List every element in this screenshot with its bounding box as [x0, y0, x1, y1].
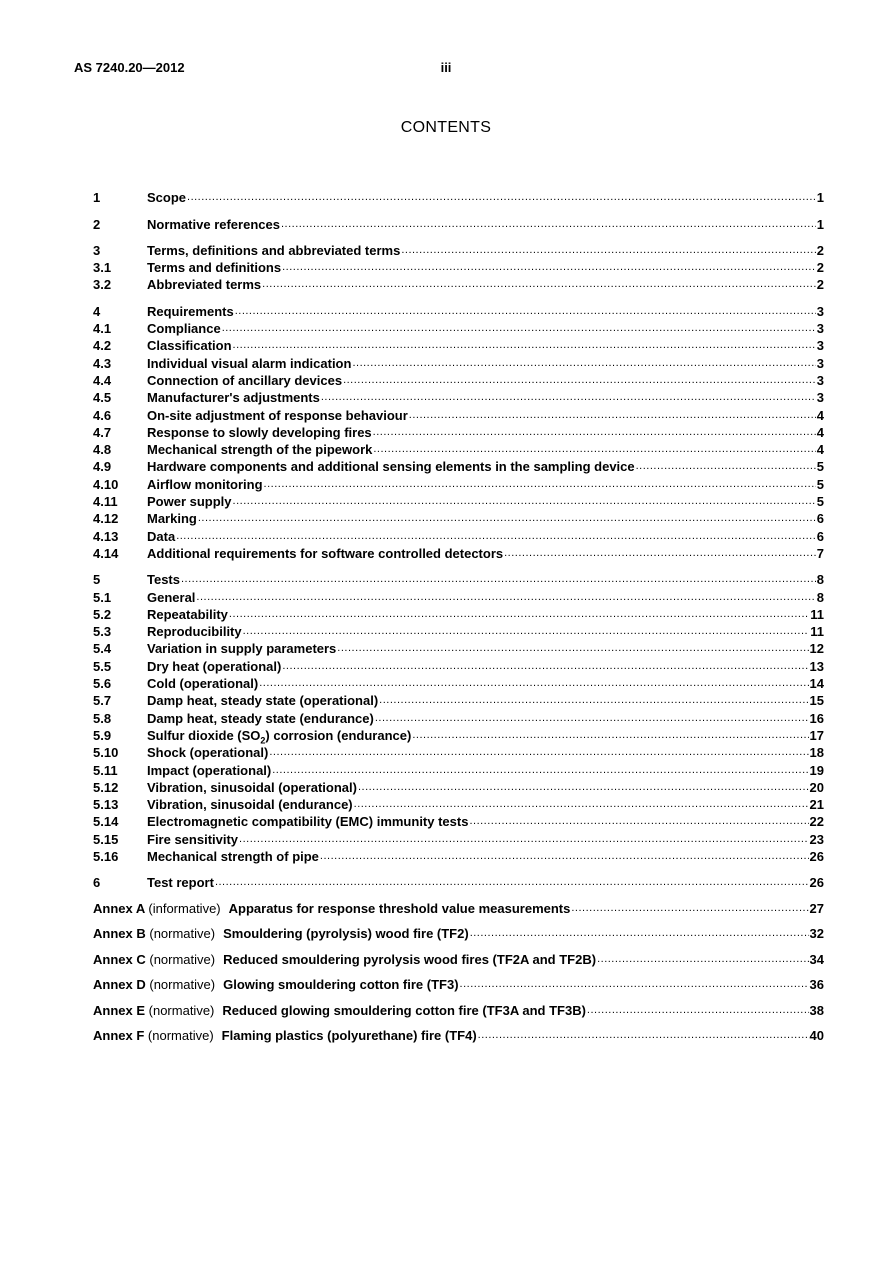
toc-entry[interactable] [93, 743, 824, 760]
toc-entry[interactable] [93, 526, 824, 543]
toc-entry-number: 5.8 [93, 710, 112, 726]
dot-leader [321, 390, 816, 405]
toc-entry[interactable] [93, 847, 824, 864]
toc-entry[interactable] [93, 509, 824, 526]
dot-leader [259, 676, 808, 691]
toc-entry-title [147, 624, 242, 639]
toc-entry-page: 4 [816, 442, 824, 458]
toc-entry-title-text: Damp heat, steady state (operational) [147, 693, 379, 709]
toc-entry-page: 22 [809, 814, 824, 830]
toc-entry[interactable] [93, 760, 824, 777]
toc-entry[interactable] [93, 353, 824, 370]
toc-entry-number: 4 [93, 303, 101, 319]
toc-entry[interactable] [93, 336, 824, 353]
toc-entry-title-text: Tests [147, 572, 180, 588]
toc-entry-title [147, 607, 228, 622]
toc-entry-title [147, 693, 378, 708]
toc-entry-page: 3 [816, 355, 824, 371]
toc-entry[interactable] [93, 492, 824, 509]
toc-entry[interactable] [93, 570, 824, 587]
toc-entry[interactable] [93, 656, 824, 673]
toc-entry-title [147, 356, 351, 371]
dot-leader [354, 797, 809, 812]
annex-type: (normative) [149, 951, 216, 967]
toc-annex-entry[interactable] [93, 899, 824, 916]
toc-entry-title-subscript: 2 [260, 735, 266, 746]
toc-entry-title [147, 641, 336, 656]
annex-label: Annex A [93, 900, 145, 916]
dot-leader [239, 832, 808, 847]
toc-entry[interactable] [93, 474, 824, 491]
toc-entry-page: 23 [809, 831, 824, 847]
toc-entry-title [147, 260, 281, 275]
toc-entry[interactable] [93, 812, 824, 829]
toc-annex-entry[interactable] [93, 1027, 824, 1044]
annex-page: 27 [809, 900, 824, 916]
toc-entry[interactable] [93, 544, 824, 561]
toc-entry-number: 6 [93, 875, 101, 891]
toc-entry-page: 17 [809, 727, 824, 743]
toc-entry[interactable] [93, 587, 824, 604]
toc-entry-number: 5.6 [93, 676, 112, 692]
toc-entry[interactable] [93, 423, 824, 440]
toc-entry-number: 5.3 [93, 624, 112, 640]
toc-entry-page: 6 [816, 528, 824, 544]
toc-entry-title-text: Compliance [147, 321, 221, 337]
toc-entry[interactable] [93, 795, 824, 812]
toc-entry-title [147, 797, 353, 812]
toc-entry-page: 1 [816, 216, 824, 232]
dot-leader [222, 321, 816, 336]
toc-entry[interactable] [93, 778, 824, 795]
dot-leader [469, 814, 808, 829]
toc-entry-number: 5.7 [93, 693, 112, 709]
toc-entry-title-text: General [147, 589, 196, 605]
toc-entry-page: 3 [816, 372, 824, 388]
toc-entry-number: 4.1 [93, 321, 112, 337]
toc-entry-title [147, 477, 263, 492]
annex-page: 40 [809, 1028, 824, 1044]
toc-entry-title [147, 494, 232, 509]
toc-entry-title [147, 711, 374, 726]
toc-entry-title-text: Scope [147, 190, 187, 206]
toc-entry-number: 2 [93, 216, 101, 232]
toc-entry-title [147, 321, 221, 336]
toc-entry-title [147, 511, 197, 526]
dot-leader [401, 243, 815, 258]
dot-leader [478, 1028, 809, 1043]
toc-entry-page: 7 [816, 545, 824, 561]
toc-entry-number: 5 [93, 572, 101, 588]
toc-entry-title [147, 763, 271, 778]
toc-entry-title [147, 304, 234, 319]
toc-entry-title-text: Repeatability [147, 606, 228, 622]
annex-page: 34 [809, 951, 824, 967]
toc-entry-title-text: Response to slowly developing fires [147, 424, 372, 440]
toc-entry-page: 3 [816, 338, 824, 354]
toc-entry-title-text: Cold (operational) [147, 676, 259, 692]
toc-entry-number: 5.12 [93, 779, 119, 795]
toc-entry-title [147, 849, 319, 864]
dot-leader [504, 546, 816, 561]
toc-entry-title-text-after: ) corrosion (endurance) [265, 727, 412, 743]
annex-type: (normative) [148, 1002, 215, 1018]
page-number: iii [440, 60, 452, 75]
toc-entry-number: 4.4 [93, 372, 112, 388]
dot-leader [196, 590, 815, 605]
dot-leader [460, 977, 809, 992]
toc-entry[interactable] [93, 622, 824, 639]
toc-entry-title-text: Fire sensitivity [147, 831, 239, 847]
annex-title: Smouldering (pyrolysis) wood fire (TF2) [223, 926, 469, 942]
toc-entry-page: 20 [809, 779, 824, 795]
dot-leader [243, 624, 810, 639]
toc-entry-title [147, 390, 320, 405]
toc-entry-page: 26 [809, 848, 824, 864]
toc-entry-title-text: Electromagnetic compatibility (EMC) immunity tests [147, 814, 469, 830]
annex-title: Reduced glowing smouldering cotton fire (TF3A and TF3B) [222, 1002, 586, 1018]
toc-entry-title-text: Vibration, sinusoidal (operational) [147, 779, 357, 795]
toc-entry[interactable] [93, 258, 824, 275]
toc-entry-number: 4.9 [93, 459, 112, 475]
toc-entry-page: 13 [809, 658, 824, 674]
dot-leader [233, 494, 816, 509]
toc-annex-entry[interactable] [93, 950, 824, 967]
toc-entry[interactable] [93, 388, 824, 405]
dot-leader [343, 373, 816, 388]
annex-heading [93, 901, 570, 916]
toc-entry-title-text: Requirements [147, 303, 234, 319]
toc-entry-title-text: Additional requirements for software controlled detectors [147, 545, 504, 561]
toc-entry-number: 5.5 [93, 658, 112, 674]
dot-leader [409, 408, 816, 423]
toc-entry-title [147, 659, 281, 674]
table-of-contents [93, 188, 824, 1043]
annex-label: Annex E [93, 1002, 146, 1018]
dot-leader [587, 1003, 809, 1018]
toc-entry[interactable] [93, 405, 824, 422]
toc-entry-title-text: On-site adjustment of response behaviour [147, 407, 408, 423]
toc-entry-title [147, 814, 468, 829]
toc-entry-title-text: Reproducibility [147, 624, 242, 640]
toc-entry-title-text: Hardware components and additional sensing elements in the sampling device [147, 459, 635, 475]
annex-heading [93, 926, 469, 941]
document-id: AS 7240.20—2012 [74, 60, 185, 75]
toc-entry-title [147, 529, 175, 544]
toc-entry-number: 4.13 [93, 528, 119, 544]
toc-entry-number: 5.9 [93, 727, 112, 743]
toc-entry[interactable] [93, 188, 824, 205]
dot-leader [181, 572, 816, 587]
toc-entry-title-text: Damp heat, steady state (endurance) [147, 710, 374, 726]
toc-entry-title-text: Normative references [147, 216, 280, 232]
toc-entry-title [147, 590, 195, 605]
toc-entry[interactable] [93, 214, 824, 231]
toc-entry-page: 26 [809, 875, 824, 891]
toc-entry-title [147, 217, 280, 232]
toc-entry-title [147, 190, 186, 205]
annex-type: (normative) [149, 926, 216, 942]
toc-entry-number: 4.11 [93, 494, 118, 510]
annex-title: Flaming plastics (polyurethane) fire (TF4) [221, 1028, 477, 1044]
toc-entry-number: 4.14 [93, 545, 119, 561]
dot-leader [337, 641, 808, 656]
toc-entry-number: 5.13 [93, 797, 119, 813]
annex-label: Annex F [93, 1028, 145, 1044]
dot-leader [269, 745, 808, 760]
dot-leader [272, 763, 808, 778]
toc-entry-title [147, 572, 180, 587]
dot-leader [571, 901, 808, 916]
toc-entry-number: 5.10 [93, 745, 119, 761]
toc-entry-number: 4.5 [93, 390, 112, 406]
toc-entry-title [147, 546, 503, 561]
annex-title: Reduced smouldering pyrolysis wood fires (TF2A and TF2B) [223, 951, 597, 967]
toc-entry-title [147, 459, 635, 474]
toc-entry-title-text: Impact (operational) [147, 762, 272, 778]
toc-entry-title [147, 408, 408, 423]
toc-entry-page: 3 [816, 321, 824, 337]
toc-entry-number: 4.6 [93, 407, 112, 423]
toc-entry-title-text: Sulfur dioxide (SO [147, 727, 261, 743]
toc-entry-title [147, 727, 412, 746]
toc-entry-number: 5.14 [93, 814, 119, 830]
toc-entry-title [147, 425, 372, 440]
dot-leader [262, 277, 816, 292]
annex-type: (normative) [149, 977, 216, 993]
toc-entry-title-text: Mechanical strength of the pipework [147, 442, 373, 458]
toc-entry-number: 4.12 [93, 511, 119, 527]
toc-entry[interactable] [93, 301, 824, 318]
dot-leader [282, 659, 808, 674]
toc-entry[interactable] [93, 440, 824, 457]
toc-entry-title-text: Vibration, sinusoidal (endurance) [147, 797, 353, 813]
toc-entry[interactable] [93, 605, 824, 622]
dot-leader [264, 477, 816, 492]
toc-entry-title [147, 832, 238, 847]
toc-entry-number: 5.4 [93, 641, 112, 657]
toc-entry[interactable] [93, 691, 824, 708]
toc-entry-title-text: Shock (operational) [147, 745, 269, 761]
toc-entry-page: 15 [809, 693, 824, 709]
annex-label: Annex D [93, 977, 146, 993]
toc-entry-number: 3.1 [93, 260, 112, 276]
toc-entry-title [147, 373, 342, 388]
toc-entry-title [147, 442, 372, 457]
toc-entry-page: 11 [810, 606, 824, 622]
toc-entry-page: 3 [816, 303, 824, 319]
annex-page: 32 [809, 926, 824, 942]
toc-entry[interactable] [93, 708, 824, 725]
toc-entry-page: 1 [816, 190, 824, 206]
toc-entry[interactable] [93, 873, 824, 890]
dot-leader [176, 529, 816, 544]
toc-entry-title-text: Terms and definitions [147, 260, 282, 276]
annex-label: Annex B [93, 926, 146, 942]
annex-page: 36 [809, 977, 824, 993]
annex-type: (normative) [147, 1028, 214, 1044]
toc-entry-number: 5.1 [93, 589, 112, 605]
toc-entry-page: 5 [816, 459, 824, 475]
toc-entry-title [147, 338, 232, 353]
toc-entry-page: 5 [816, 476, 824, 492]
dot-leader [233, 338, 816, 353]
dot-leader [470, 926, 809, 941]
dot-leader [229, 607, 809, 622]
toc-entry-number: 3 [93, 242, 101, 258]
dot-leader [215, 875, 809, 890]
toc-entry[interactable] [93, 241, 824, 258]
dot-leader [352, 356, 815, 371]
toc-entry[interactable] [93, 726, 824, 746]
toc-entry-title-text: Data [147, 528, 176, 544]
annex-type: (informative) [148, 900, 221, 916]
toc-entry[interactable] [93, 275, 824, 292]
annex-heading [93, 952, 596, 967]
toc-entry-number: 5.2 [93, 606, 112, 622]
dot-leader [320, 849, 809, 864]
dot-leader [373, 425, 816, 440]
toc-annex-entry[interactable] [93, 1001, 824, 1018]
toc-entry-title [147, 745, 268, 760]
toc-entry-title-text: Manufacturer's adjustments [147, 390, 320, 406]
toc-entry-title-text: Classification [147, 338, 232, 354]
dot-leader [375, 711, 809, 726]
toc-entry-title-text: Terms, definitions and abbreviated terms [147, 242, 401, 258]
toc-annex-entry[interactable] [93, 925, 824, 942]
toc-entry[interactable] [93, 319, 824, 336]
annex-title: Apparatus for response threshold value measurements [228, 900, 571, 916]
toc-entry-title-text: Mechanical strength of pipe [147, 848, 319, 864]
toc-entry-title [147, 780, 357, 795]
annex-title: Glowing smouldering cotton fire (TF3) [223, 977, 459, 993]
toc-entry-title-text: Individual visual alarm indication [147, 355, 352, 371]
toc-entry-title [147, 676, 258, 691]
toc-entry[interactable] [93, 371, 824, 388]
toc-entry-page: 21 [809, 797, 824, 813]
toc-entry-page: 3 [816, 390, 824, 406]
toc-entry-title-text: Airflow monitoring [147, 476, 263, 492]
toc-entry-page: 4 [816, 407, 824, 423]
toc-entry-number: 4.8 [93, 442, 112, 458]
toc-entry-page: 8 [816, 572, 824, 588]
toc-entry-title-text: Variation in supply parameters [147, 641, 337, 657]
toc-entry[interactable] [93, 457, 824, 474]
toc-entry-page: 8 [816, 589, 824, 605]
dot-leader [358, 780, 809, 795]
toc-entry-number: 5.16 [93, 848, 119, 864]
toc-entry-page: 12 [809, 641, 824, 657]
toc-entry-title [147, 875, 214, 890]
toc-entry[interactable] [93, 639, 824, 656]
annex-heading [93, 1028, 477, 1043]
toc-annex-entry[interactable] [93, 976, 824, 993]
annex-heading [93, 1003, 586, 1018]
toc-entry-page: 2 [816, 242, 824, 258]
dot-leader [281, 217, 816, 232]
annex-page: 38 [809, 1002, 824, 1018]
toc-entry-number: 5.15 [93, 831, 119, 847]
toc-entry-number: 3.2 [93, 277, 112, 293]
toc-entry-title-text: Abbreviated terms [147, 277, 262, 293]
toc-entry-page: 18 [809, 745, 824, 761]
toc-entry[interactable] [93, 674, 824, 691]
toc-entry-number: 4.7 [93, 424, 112, 440]
annex-label: Annex C [93, 951, 146, 967]
toc-entry-title-text: Test report [147, 875, 214, 891]
dot-leader [412, 728, 808, 743]
toc-entry-title-text: Dry heat (operational) [147, 658, 282, 674]
toc-entry-number: 5.11 [93, 762, 118, 778]
toc-entry[interactable] [93, 829, 824, 846]
toc-entry-page: 14 [809, 676, 824, 692]
dot-leader [198, 511, 816, 526]
toc-entry-title-text: Connection of ancillary devices [147, 372, 343, 388]
toc-entry-page: 19 [809, 762, 824, 778]
toc-entry-page: 16 [809, 710, 824, 726]
toc-entry-page: 2 [816, 277, 824, 293]
toc-entry-page: 4 [816, 424, 824, 440]
toc-entry-page: 6 [816, 511, 824, 527]
toc-entry-number: 4.2 [93, 338, 112, 354]
toc-entry-title-text: Power supply [147, 494, 232, 510]
dot-leader [636, 459, 816, 474]
toc-entry-title [147, 277, 261, 292]
annex-heading [93, 977, 459, 992]
toc-entry-page: 11 [810, 624, 824, 640]
page-title: CONTENTS [400, 119, 492, 136]
toc-entry-page: 2 [816, 260, 824, 276]
dot-leader [597, 952, 808, 967]
toc-entry-number: 4.3 [93, 355, 112, 371]
dot-leader [379, 693, 808, 708]
toc-entry-title [147, 243, 400, 258]
toc-entry-number: 1 [93, 190, 101, 206]
dot-leader [282, 260, 816, 275]
dot-leader [235, 304, 816, 319]
toc-entry-title-text: Marking [147, 511, 197, 527]
toc-entry-page: 5 [816, 494, 824, 510]
toc-entry-number: 4.10 [93, 476, 119, 492]
dot-leader [373, 442, 815, 457]
dot-leader [187, 190, 816, 205]
